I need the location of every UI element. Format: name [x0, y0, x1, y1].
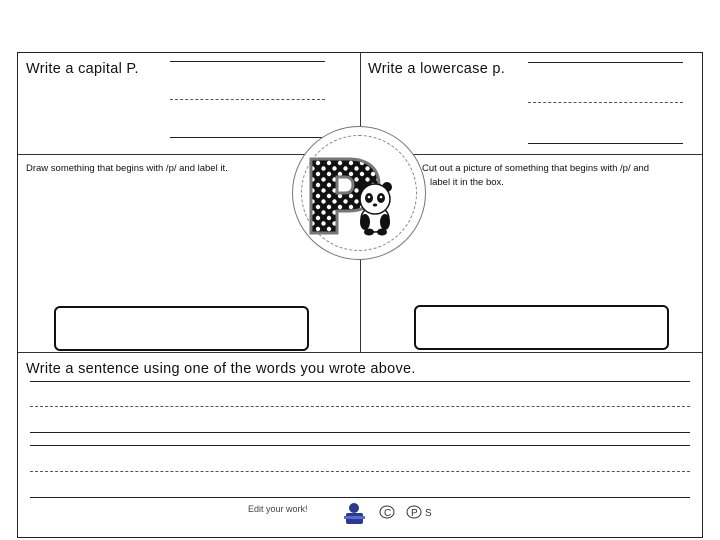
capital-instruction: Write a capital P. — [26, 61, 139, 77]
draw-instruction: Draw something that begins with /p/ and label it. — [26, 163, 228, 174]
cut-instruction-line1: Cut out a picture of something that begins with /p/ and — [422, 163, 650, 174]
sentence-line-2-mid — [30, 471, 690, 472]
sentence-line-1-base — [30, 432, 690, 433]
edit-mark-c: C — [384, 508, 392, 519]
cut-instruction-line2: label it in the box. — [430, 177, 504, 188]
sentence-line-2-base — [30, 497, 690, 498]
edit-checklist-art — [342, 500, 432, 528]
letter-badge — [292, 126, 426, 260]
student-icon — [344, 503, 365, 524]
panel-divider-horizontal-bottom — [17, 352, 703, 353]
edit-mark-p: P — [411, 508, 418, 519]
edit-note: Edit your work! — [248, 504, 308, 514]
cut-label-box[interactable] — [414, 305, 669, 350]
sentence-line-1-top — [30, 381, 690, 382]
sentence-line-1-mid — [30, 406, 690, 407]
draw-label-box[interactable] — [54, 306, 309, 351]
capital-top-line — [170, 61, 325, 62]
sentence-line-2-top — [30, 445, 690, 446]
badge-art — [293, 127, 427, 261]
lowercase-instruction: Write a lowercase p. — [368, 61, 506, 77]
capital-mid-line — [170, 99, 325, 100]
panda-icon — [358, 182, 392, 236]
lowercase-top-line — [528, 62, 683, 63]
edit-mark-s: S — [425, 508, 432, 519]
lowercase-mid-line — [528, 102, 683, 103]
sentence-instruction: Write a sentence using one of the words you wrote above. — [26, 361, 416, 377]
lowercase-base-line — [528, 143, 683, 144]
